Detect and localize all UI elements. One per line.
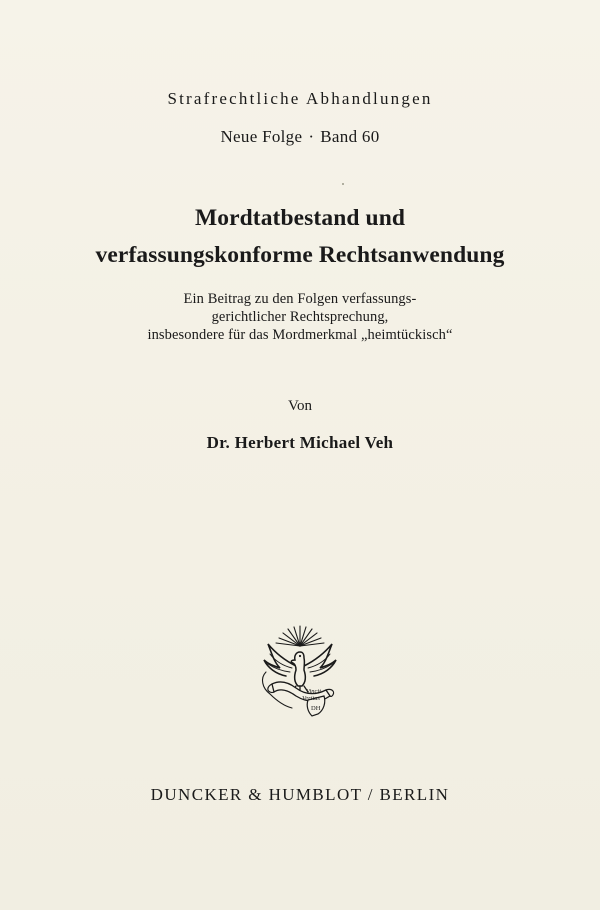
- book-subtitle-line-1: Ein Beitrag zu den Folgen verfassungs-: [183, 291, 417, 307]
- paper-speck: [342, 183, 344, 185]
- volume-number: Band 60: [320, 127, 380, 146]
- book-subtitle-line-2: gerichtlicher Rechtsprechung,: [211, 309, 389, 325]
- logo-initials: DH: [311, 705, 321, 712]
- author-name: Dr. Herbert Michael Veh: [206, 433, 394, 452]
- byline-von: Von: [288, 398, 312, 414]
- logo-motto-line-2: Veritas: [302, 695, 321, 702]
- volume-separator: ·: [308, 127, 315, 146]
- series-volume: [0, 127, 600, 147]
- series-name: Strafrechtliche Abhandlungen: [167, 89, 433, 108]
- book-subtitle-line-3: insbesondere für das Mordmerkmal „heimtückisch“: [147, 327, 453, 343]
- book-title-line-1: Mordtatbestand und: [194, 205, 406, 231]
- book-title-line-2: verfassungskonforme Rechtsanwendung: [95, 242, 505, 268]
- logo-motto-line-1: Vincit: [306, 688, 322, 695]
- publisher-imprint: DUNCKER & HUMBLOT / BERLIN: [150, 785, 450, 804]
- eagle-publisher-mark-icon: [258, 622, 342, 720]
- volume-series-label: Neue Folge: [220, 127, 303, 146]
